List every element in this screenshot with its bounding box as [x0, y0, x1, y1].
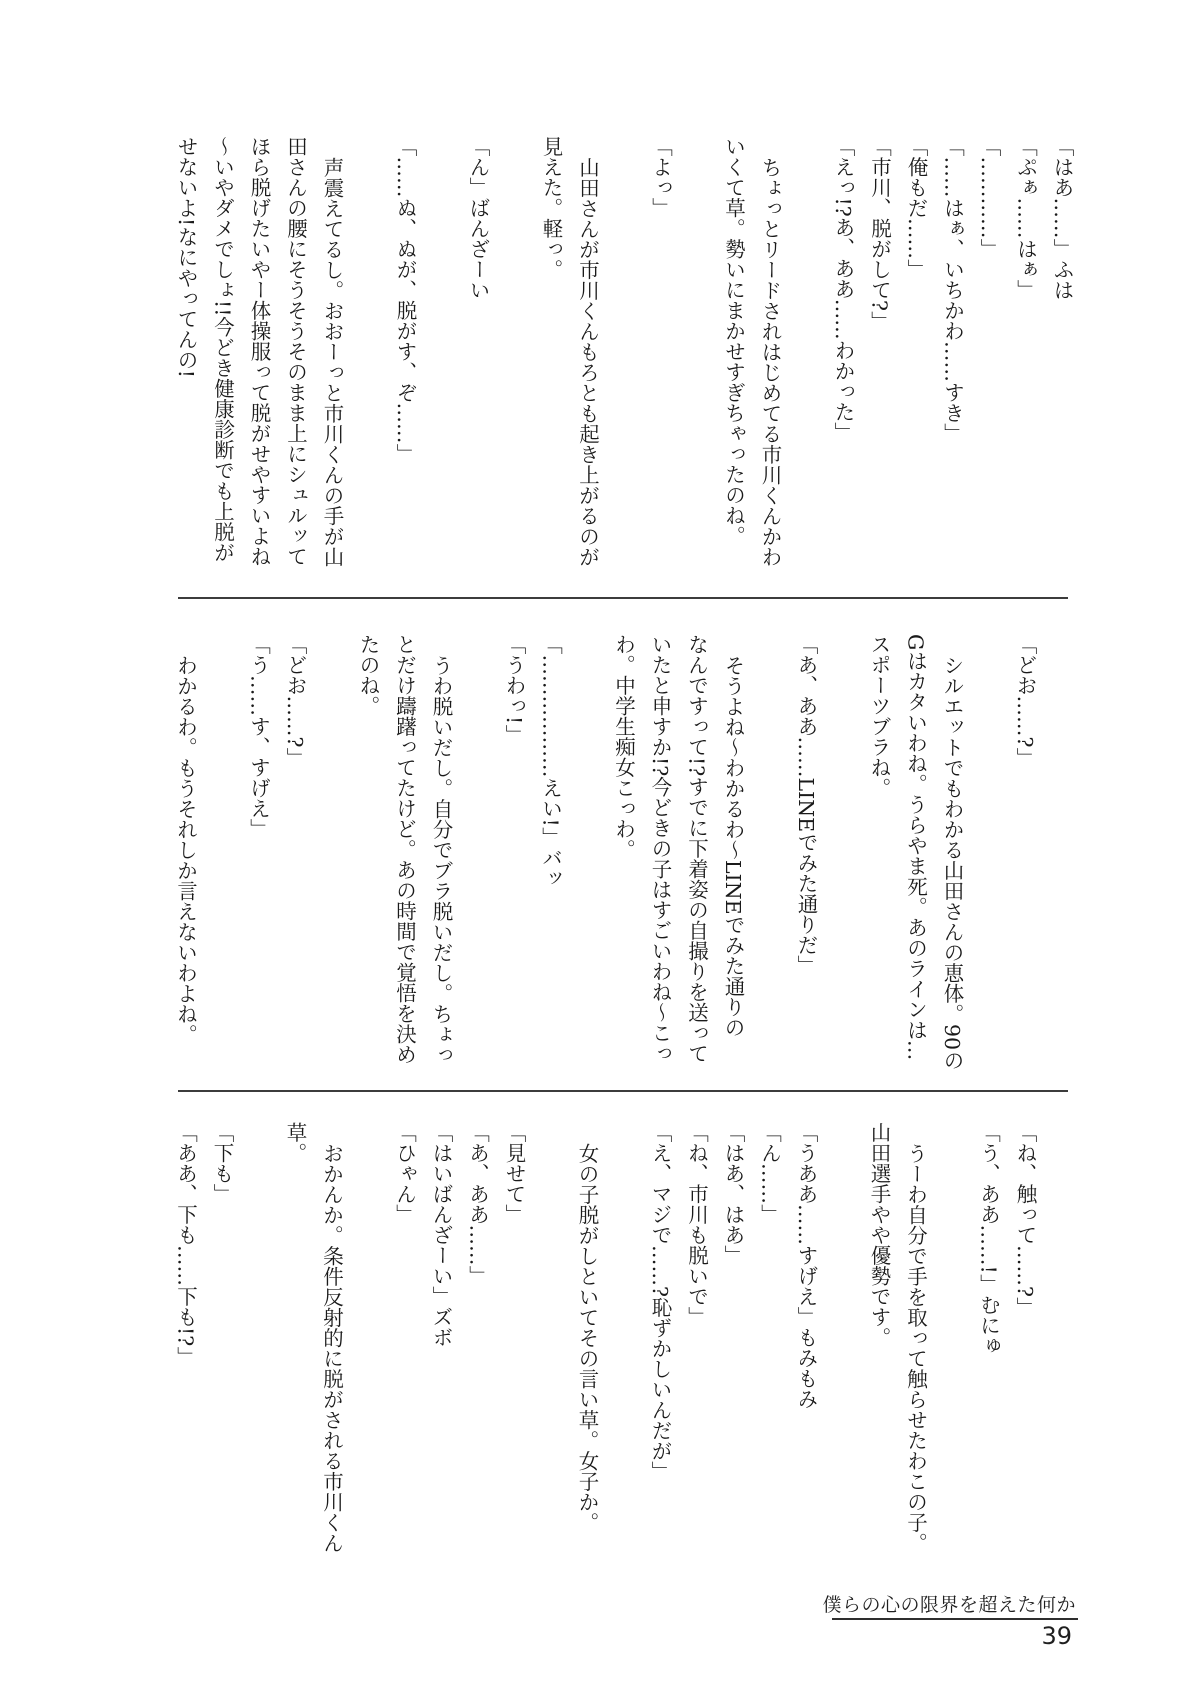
text-line: 「ぷぁ……はぁ」	[1013, 136, 1038, 300]
text-line: 「下も」	[210, 1122, 234, 1204]
text-line: スポーツブラね。	[867, 634, 891, 798]
text-section-bottom	[167, 1122, 1043, 1572]
text-line: 「あ、ああ……LINEでみた通りだ」	[794, 634, 818, 976]
text-line: 「う……す、すげえ」	[246, 634, 271, 839]
text-line: 「はあ……」ふは	[1050, 136, 1074, 300]
text-line: うーわ自分で手を取って触らせたわこの子。	[903, 1142, 928, 1553]
text-line: Gはカタいわね。うらやま死。あのラインは…	[903, 634, 928, 1061]
text-section-middle	[167, 634, 1043, 1092]
text-line: 「え、マジで……?恥ずかしいんだが」	[648, 1122, 672, 1482]
text-line: せないよ!なにやってんの!	[174, 136, 198, 378]
text-line: 山田さんが市川くんもろとも起き上がるのが	[575, 156, 600, 567]
text-line: 「……はぁ、いちかわ……すき」	[940, 136, 965, 444]
text-line: 「市川、脱がして?」	[867, 136, 892, 332]
text-line: 女の子脱がしといてその言い草。女子か。	[575, 1142, 599, 1532]
text-line: おかんか。条件反射的に脱がされる市川くん	[319, 1142, 344, 1553]
text-line: 「ん……」	[757, 1122, 782, 1225]
text-line: いたと申すか!?今どきの子はすごいわね〜こっ	[648, 634, 672, 1064]
text-line: 「ああ、下も……下も!?」	[173, 1122, 198, 1367]
text-line: 「うああ……すげえ」もみもみ	[794, 1122, 818, 1409]
book-title-underline	[832, 1618, 1078, 1620]
text-line: 「…………」	[977, 136, 1001, 259]
text-line: 「俺もだ……」	[904, 136, 928, 280]
text-line: ちょっとリードされはじめてる市川くんかわ	[758, 156, 782, 567]
text-line: 「よっ」	[648, 136, 673, 218]
section-divider	[178, 597, 1068, 599]
text-line: わ。中学生痴女こっわ。	[611, 634, 636, 860]
text-line: 「どお……?」	[283, 634, 307, 768]
text-line: 「う、ああ……!」むにゅ	[976, 1122, 1001, 1356]
book-title: 僕らの心の限界を超えた何か	[822, 1594, 1076, 1616]
text-line: 「あ、ああ……」	[465, 1122, 490, 1286]
text-line: なんですって!?すでに下着姿の自撮りを送って	[684, 634, 709, 1064]
text-line: 声震えてるし。おおーっと市川くんの手が山	[320, 156, 344, 567]
text-line: 「ん」ばんざーい	[466, 136, 490, 300]
text-line: いくて草。勢いにまかせすぎちゃったのね。	[721, 136, 746, 546]
text-line: 「ね、触って……?」	[1013, 1122, 1037, 1318]
text-line: 「ひゃん」	[392, 1122, 417, 1225]
text-line: たのね。	[356, 634, 380, 716]
text-line: 田さんの腰にそうそうそのまま上にシュルッて	[283, 136, 308, 567]
text-line: ほら脱げたいやー体操服って脱がせやすいよね	[247, 136, 271, 567]
text-line: 〜いやダメでしょ!!今どき健康診断でも上脱が	[210, 136, 235, 563]
text-line: 「えっ!?あ、ああ……わかった」	[831, 136, 855, 443]
section-divider	[178, 1090, 1068, 1092]
text-line: そうよね〜わかるわ〜LINEでみた通りの	[721, 654, 745, 1038]
page-number: 39	[1041, 1622, 1072, 1650]
text-line: うわ脱いだし。自分でブラ脱いだし。ちょっ	[429, 654, 453, 1065]
text-line: 「………………えい!」バッ	[538, 634, 563, 889]
text-section-top	[168, 136, 1081, 596]
text-line: 山田選手やや優勢です。	[867, 1122, 891, 1348]
text-line: 「見せて」	[502, 1122, 526, 1225]
text-line: 「ね、市川も脱いで」	[684, 1122, 709, 1327]
text-line: わかるわ。もうそれしか言えないわよね。	[173, 654, 198, 1044]
text-line: 「どお……?」	[1013, 634, 1037, 768]
text-line: 「うわっ!」	[502, 634, 526, 745]
text-line: 「はあ、はあ」	[721, 1122, 745, 1266]
text-line: シルエットでもわかる山田さんの恵体。90の	[940, 654, 964, 1071]
text-line: 見えた。軽っ。	[539, 136, 563, 280]
text-line: 「はいばんざーい」ズボ	[429, 1122, 453, 1348]
text-line: 草。	[283, 1122, 307, 1163]
text-line: とだけ躊躇ってたけど。あの時間で覚悟を決め	[392, 634, 417, 1065]
text-line: 「……ぬ、ぬが、脱がす、ぞ……」	[393, 136, 417, 464]
